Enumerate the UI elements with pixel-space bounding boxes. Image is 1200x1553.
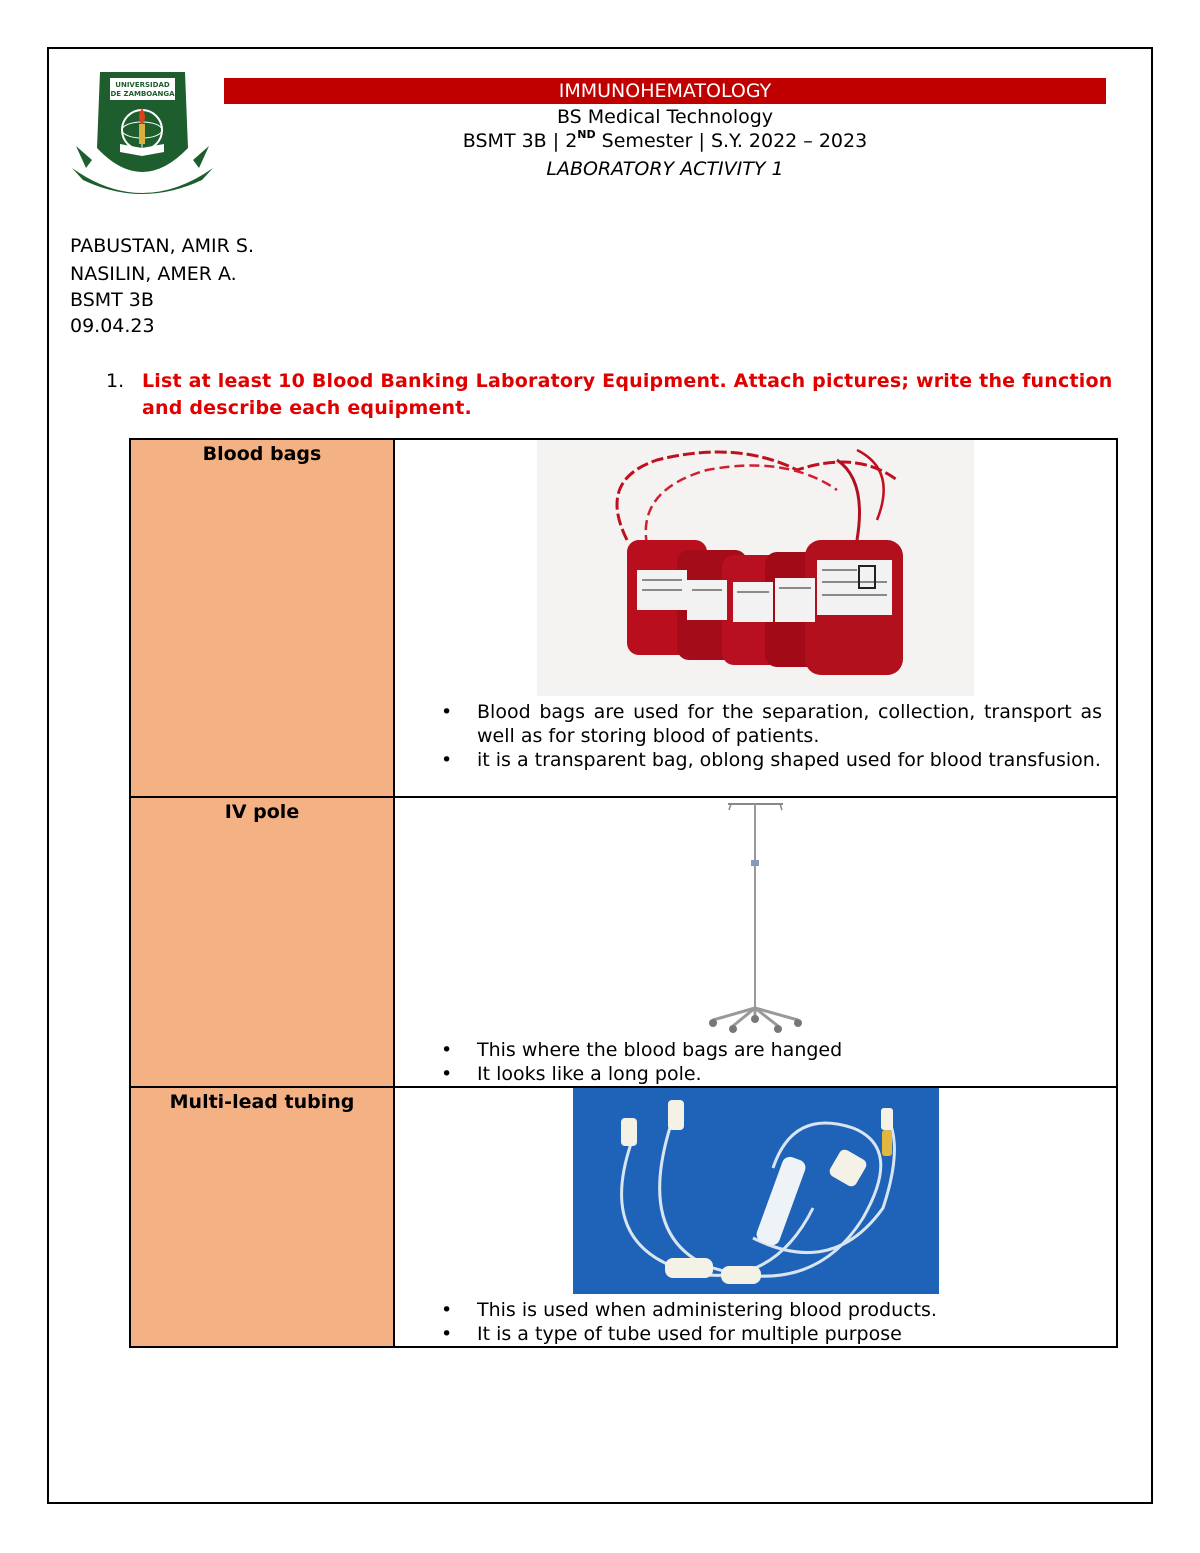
list-item: • It is a type of tube used for multiple purpose — [477, 1322, 1102, 1346]
ordinal-suffix: ND — [577, 128, 596, 141]
activity-title: LABORATORY ACTIVITY 1 — [546, 158, 784, 180]
table-row — [130, 797, 1117, 1087]
equipment-desc-cell — [394, 797, 1117, 1087]
question-number: 1. — [106, 370, 125, 392]
submission-date: 09.04.23 — [70, 315, 155, 337]
university-logo — [70, 68, 215, 198]
equipment-name-cell — [130, 797, 394, 1087]
equipment-name: Multi-lead tubing — [169, 1091, 355, 1113]
student-name-2: NASILIN, AMER A. — [70, 263, 237, 285]
question-1 — [106, 368, 1132, 422]
student-section: BSMT 3B — [70, 289, 154, 311]
svg-text:DE ZAMBOANGA: DE ZAMBOANGA — [110, 90, 175, 98]
svg-text:UNIVERSIDAD: UNIVERSIDAD — [115, 81, 170, 89]
list-item: • It looks like a long pole. — [477, 1062, 1102, 1086]
equipment-name: Blood bags — [202, 443, 322, 465]
list-item: • This is used when administering blood products. — [477, 1298, 1102, 1322]
question-text: List at least 10 Blood Banking Laboratory Equipment. Attach pictures; write the function and describe each equipment. — [142, 370, 1113, 419]
student-name-1: PABUSTAN, AMIR S. — [70, 235, 254, 257]
course-title-bar: IMMUNOHEMATOLOGY — [224, 78, 1106, 104]
table-row — [130, 1087, 1117, 1347]
iv-pole-photo — [683, 798, 828, 1034]
description-list — [395, 1038, 1116, 1086]
equipment-name: IV pole — [224, 801, 300, 823]
list-item: • it is a transparent bag, oblong shaped used for blood transfusion. — [477, 748, 1102, 772]
section-line — [224, 130, 1106, 152]
table-row — [130, 439, 1117, 797]
section-prefix: BSMT 3B | 2 — [462, 130, 578, 152]
list-item: • Blood bags are used for the separation, collection, transport as well as for storing blood of patients. — [477, 700, 1102, 748]
equipment-name-cell — [130, 439, 394, 797]
multi-lead-tubing-photo — [573, 1088, 939, 1294]
list-item: • This where the blood bags are hanged — [477, 1038, 1102, 1062]
description-list — [395, 1298, 1116, 1346]
equipment-desc-cell — [394, 1087, 1117, 1347]
semester-year: Semester | S.Y. 2022 – 2023 — [595, 130, 868, 152]
description-list — [395, 700, 1116, 772]
blood-bags-photo — [537, 440, 974, 696]
equipment-name-cell — [130, 1087, 394, 1347]
equipment-desc-cell — [394, 439, 1117, 797]
equipment-table — [129, 438, 1118, 1348]
program-line: BS Medical Technology — [556, 106, 774, 128]
